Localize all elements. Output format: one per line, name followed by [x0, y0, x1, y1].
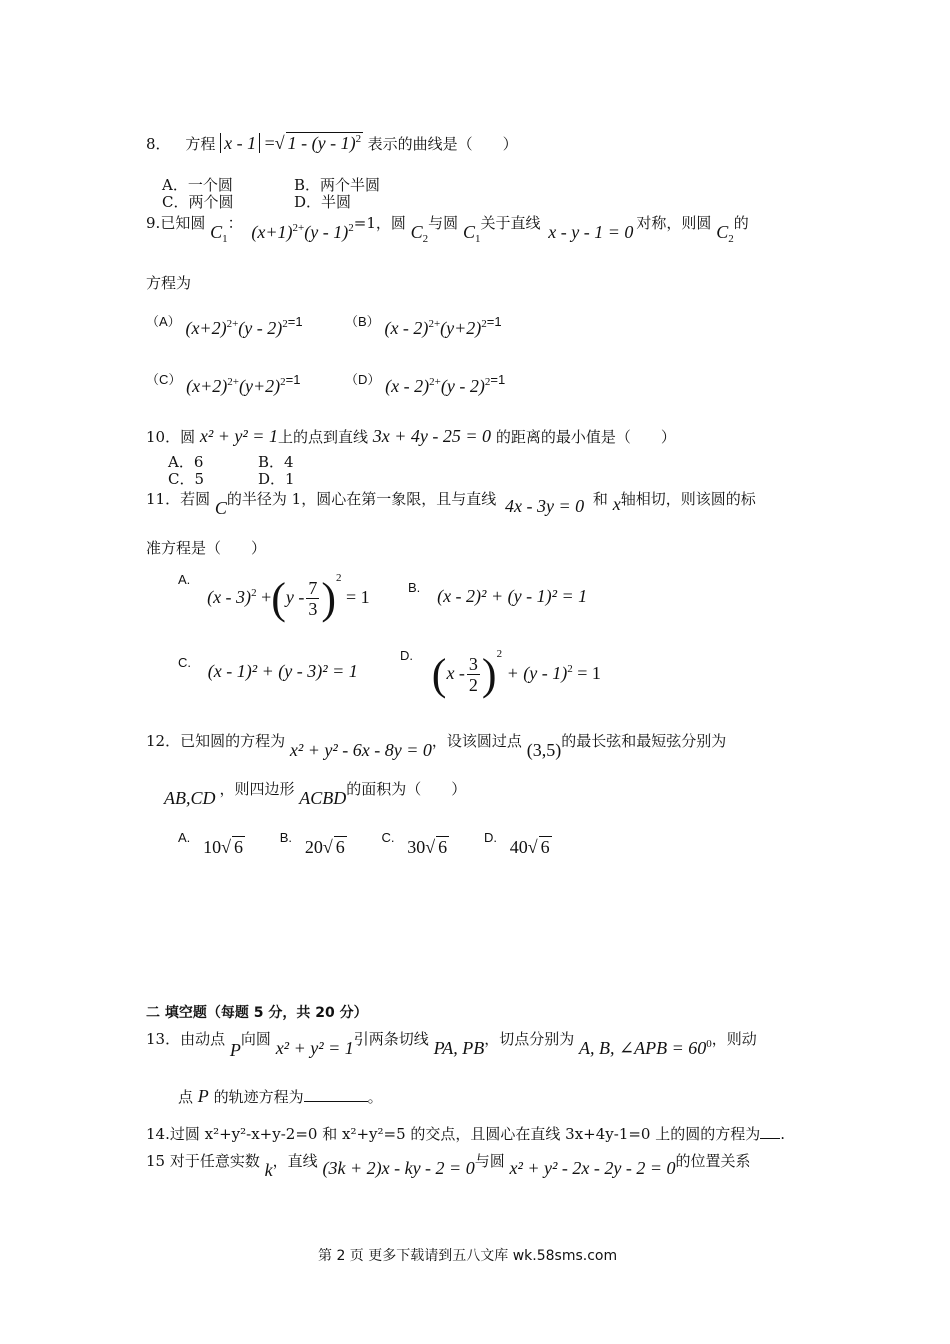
q12-option-a-value: 10√ 6	[203, 837, 243, 857]
q15-number: 15	[146, 1152, 166, 1170]
q10-number: 10．	[146, 428, 181, 446]
q13-line2	[178, 1086, 383, 1107]
page-footer: 第 2 页 更多下载请到五八文库 wk.58sms.com	[318, 1248, 618, 1264]
q10-t2: 上的点到直线	[277, 428, 368, 446]
q9-t1: 已知圆	[160, 214, 206, 232]
q9-c2	[410, 222, 429, 245]
q11-x: x	[612, 494, 621, 514]
q10-option-c: C．5	[168, 470, 205, 488]
q9-t4: 对称，则圆	[636, 214, 712, 232]
q12-t2: ，设该圆过点	[431, 732, 522, 750]
q11-d-x: x -	[446, 663, 465, 683]
q12-option-a-rad: 6	[233, 837, 243, 857]
q12-option-b-value: 20√ 6	[304, 837, 345, 857]
q9-option-a	[146, 310, 303, 338]
q13-l2a: 点	[178, 1088, 194, 1106]
q12-line2	[146, 778, 467, 808]
q9-option-a-label: （A）	[146, 314, 181, 329]
q9-c2b	[716, 222, 734, 245]
q9-c2-sub: 2	[422, 233, 429, 245]
q9-c2-letter: C	[410, 222, 423, 242]
q9-eq-end: =1，圆	[353, 214, 406, 232]
q12-option-d-coef: 40	[509, 837, 528, 857]
q9-option-c-a: (x+2)	[186, 376, 228, 396]
q11-option-d-eq: (x - $\frac{3}{2}$ )$^2$ + (y - 1)$^2$ = 1	[431, 648, 601, 699]
q9-equation: $(x+1)^{2+}(y - 1)^2$	[251, 222, 354, 242]
q9-option-d-eq: (x - 2)$^{2+}$(y - 2)$^2$	[385, 376, 491, 396]
q12-option-d-label: D.	[483, 830, 497, 845]
q12-circle-eq: x² + y² - 6x - 8y = 0	[289, 740, 432, 760]
q9-c1b-sub: 1	[474, 233, 481, 245]
q11-option-d	[400, 648, 601, 699]
q13-blank[interactable]	[304, 1101, 368, 1102]
q12-t4: ，则四边形	[219, 780, 295, 798]
q10-line	[146, 426, 676, 447]
q13-l2p: P	[197, 1086, 209, 1106]
q8-option-b: B．两个半圆	[294, 176, 381, 194]
q10-circle-eq: x² + y² = 1	[199, 426, 278, 446]
q12-option-c-coef: 30	[407, 837, 426, 857]
q8-line	[146, 132, 518, 154]
q9-line2: 方程为	[146, 274, 192, 292]
q13-l2end: 。	[367, 1088, 383, 1106]
q8-equation: x - 1 =√ 1 - (y - 1)$^2$	[220, 133, 368, 153]
q12-option-b-rad: 6	[335, 837, 345, 857]
q15-t1: 对于任意实数	[169, 1152, 260, 1170]
q11-option-c	[178, 655, 358, 681]
q12-option-a-label: A.	[178, 830, 191, 845]
q9-option-a-end: =1	[287, 314, 303, 329]
q11-t4: 轴相切，则该圆的标	[620, 490, 756, 508]
q9-option-c-b: (y+2)	[239, 376, 281, 396]
q13-t5: ，则动	[711, 1030, 757, 1048]
q13-p: P	[229, 1040, 241, 1060]
q9-option-a-eq: $(x+2)^{2+}(y - 2)^2$	[185, 318, 288, 338]
q11-d-frac	[467, 654, 480, 695]
q13-angle	[579, 1038, 712, 1058]
q13-tangents: PA, PB	[433, 1038, 485, 1058]
q11-d-den: 2	[468, 675, 478, 696]
q9-option-c-label: （C）	[146, 372, 182, 387]
q8-eq-sign: =	[264, 133, 275, 153]
q10-option-d: D．1	[258, 470, 295, 488]
q12-option-a-coef: 10	[203, 837, 222, 857]
q9-line	[146, 212, 749, 245]
q9-c1	[210, 222, 228, 245]
q12-option-c-label: C.	[381, 830, 395, 845]
q11-option-d-label: D.	[400, 648, 413, 663]
q11-option-a-label: A.	[178, 572, 191, 587]
q9-t5: 的	[733, 214, 749, 232]
q9-option-d-label: （D）	[345, 372, 381, 387]
q11-option-c-eq: (x - 1)² + (y - 3)² = 1	[207, 661, 358, 681]
q9-symmetry-line: x - y - 1 = 0	[548, 222, 634, 242]
q8-number: 8．	[146, 135, 171, 153]
q11-t1: 若圆	[180, 490, 211, 508]
q11-option-b-label: B.	[408, 580, 421, 595]
q12-option-c-value: 30√ 6	[407, 837, 448, 857]
q13-deg: 0	[706, 1038, 712, 1050]
q13-line	[146, 1028, 757, 1060]
q12-options	[178, 830, 552, 857]
q10-t3: 的距离的最小值是（ ）	[495, 428, 676, 446]
q12-option-c-rad: 6	[438, 837, 448, 857]
q13-t4: ，切点分别为	[484, 1030, 575, 1048]
q9-option-b	[345, 310, 502, 338]
q11-a-num: 7	[308, 578, 318, 599]
q11-d-end: + (y - 1)	[506, 663, 568, 683]
q10-t1: 圆	[180, 428, 196, 446]
q13-l2b: 的轨迹方程为	[213, 1088, 304, 1106]
q9-option-c-end: =1	[285, 372, 301, 387]
q15-line-eq: (3k + 2)x - ky - 2 = 0	[322, 1158, 475, 1178]
q10-line-eq: 3x + 4y - 25 = 0	[372, 426, 492, 446]
q11-a-pre: (x - 3)	[207, 587, 252, 607]
q15-t3: 与圆	[474, 1152, 505, 1170]
q8-tail: 表示的曲线是（ ）	[367, 135, 518, 153]
q9-eq-b: (y - 1)	[304, 222, 349, 242]
q13-angle-text: A, B, ∠APB = 60	[579, 1038, 707, 1058]
q9-option-b-a: (x - 2)	[384, 318, 429, 338]
q11-t3: 和	[592, 490, 608, 508]
q8-exp: 2	[355, 133, 362, 145]
q12-point: (3,5)	[526, 740, 562, 760]
q8-option-c: C．两个圆	[162, 193, 234, 211]
q15-t2: ，直线	[272, 1152, 318, 1170]
section-title: 二 填空题（每题 5 分，共 20 分）	[146, 1005, 368, 1021]
q15-k: k	[264, 1160, 273, 1180]
q11-number: 11．	[146, 490, 181, 508]
q15-t4: 的位置关系	[675, 1152, 751, 1170]
q9-option-d	[345, 368, 506, 396]
q8-option-a: A．一个圆	[162, 176, 233, 194]
q11-option-a-eq: (x - 3)$^2$ +(y - $\frac{7}{3}$ )$^2$ = 1	[207, 572, 370, 623]
q11-a-y: y -	[285, 587, 305, 607]
q9-option-d-b: (y - 2)	[440, 376, 485, 396]
q9-c1-letter: C	[210, 222, 223, 242]
q12-line	[146, 730, 727, 760]
q11-option-b	[408, 580, 588, 606]
q13-number: 13．	[146, 1030, 181, 1048]
q11-a-end: = 1	[346, 587, 370, 607]
q14-blank[interactable]	[760, 1138, 780, 1139]
q12-t5: 的面积为（ ）	[346, 780, 467, 798]
q9-colon: ：	[227, 214, 243, 232]
q9-t3: 关于直线	[480, 214, 541, 232]
q15-line	[146, 1150, 751, 1180]
q11-a-frac	[306, 578, 319, 619]
q11-option-a	[178, 572, 370, 623]
q9-t2: 与圆	[428, 214, 459, 232]
q12-option-b-label: B.	[279, 830, 293, 845]
q8-radicand-text: 1 - (y - 1)	[287, 133, 356, 153]
q9-option-b-label: （B）	[345, 314, 380, 329]
q9-c1b-letter: C	[462, 222, 475, 242]
q9-option-c	[146, 368, 301, 396]
q9-c1b	[462, 222, 481, 245]
q9-c2b-sub: 2	[728, 233, 734, 245]
q11-option-c-label: C.	[178, 655, 191, 670]
q11-option-b-eq: (x - 2)² + (y - 1)² = 1	[437, 586, 588, 606]
q11-a-den: 3	[308, 599, 318, 620]
q8-radicand	[286, 132, 363, 154]
q9-option-d-a: (x - 2)	[385, 376, 430, 396]
q10-option-a: A．6	[168, 453, 204, 471]
q11-a-plus: +	[261, 587, 272, 607]
q13-t3: 引两条切线	[353, 1030, 429, 1048]
q9-option-c-eq: $(x+2)^{2+}(y+2)^2$	[186, 376, 286, 396]
q12-option-d-value: 40√ 6	[509, 837, 550, 857]
q11-line	[146, 488, 756, 518]
q12-chords: AB,CD	[164, 788, 216, 808]
q9-option-b-end: =1	[486, 314, 502, 329]
q13-t1: 由动点	[180, 1030, 226, 1048]
q9-number: 9.	[146, 214, 161, 232]
q11-line-eq: 4x - 3y = 0	[505, 496, 585, 516]
q11-line2: 准方程是（ ）	[146, 539, 267, 557]
q9-option-b-b: (y+2)	[440, 318, 482, 338]
q14-line	[146, 1123, 785, 1144]
q12-t3: 的最长弦和最短弦分别为	[561, 732, 727, 750]
q13-t2: 向圆	[240, 1030, 271, 1048]
q12-quad: ACBD	[299, 788, 347, 808]
q12-t1: 已知圆的方程为	[180, 732, 286, 750]
q13-circle-eq: x² + y² = 1	[275, 1038, 354, 1058]
q12-number: 12．	[146, 732, 181, 750]
q11-t2: 的半径为 1，圆心在第一象限，且与直线	[226, 490, 497, 508]
q8-abs: x - 1	[220, 133, 260, 153]
q9-option-d-end: =1	[490, 372, 506, 387]
q11-d-end2: = 1	[577, 663, 601, 683]
q12-option-d-rad: 6	[540, 837, 550, 857]
q14-end: .	[780, 1125, 786, 1143]
q9-option-a-b: (y - 2)	[238, 318, 283, 338]
q8-lead: 方程	[185, 135, 216, 153]
q9-c1-sub: 1	[222, 233, 228, 245]
q8-option-d: D．半圆	[294, 193, 352, 211]
q11-c: C	[214, 498, 227, 518]
q10-option-b: B．4	[258, 453, 294, 471]
q11-d-num: 3	[468, 654, 478, 675]
q14-text: 14.过圆 x²+y²-x+y-2=0 和 x²+y²=5 的交点，且圆心在直线 3x+4y-1=0 上的圆的方程为	[146, 1125, 761, 1143]
q12-option-b-coef: 20	[304, 837, 323, 857]
q9-eq-a: (x+1)	[251, 222, 293, 242]
q9-c2b-letter: C	[716, 222, 729, 242]
q9-option-a-a: (x+2)	[185, 318, 227, 338]
q9-option-b-eq: $(x - 2)^{2+}(y+2)^2$	[384, 318, 487, 338]
q15-circle-eq: x² + y² - 2x - 2y - 2 = 0	[509, 1158, 676, 1178]
